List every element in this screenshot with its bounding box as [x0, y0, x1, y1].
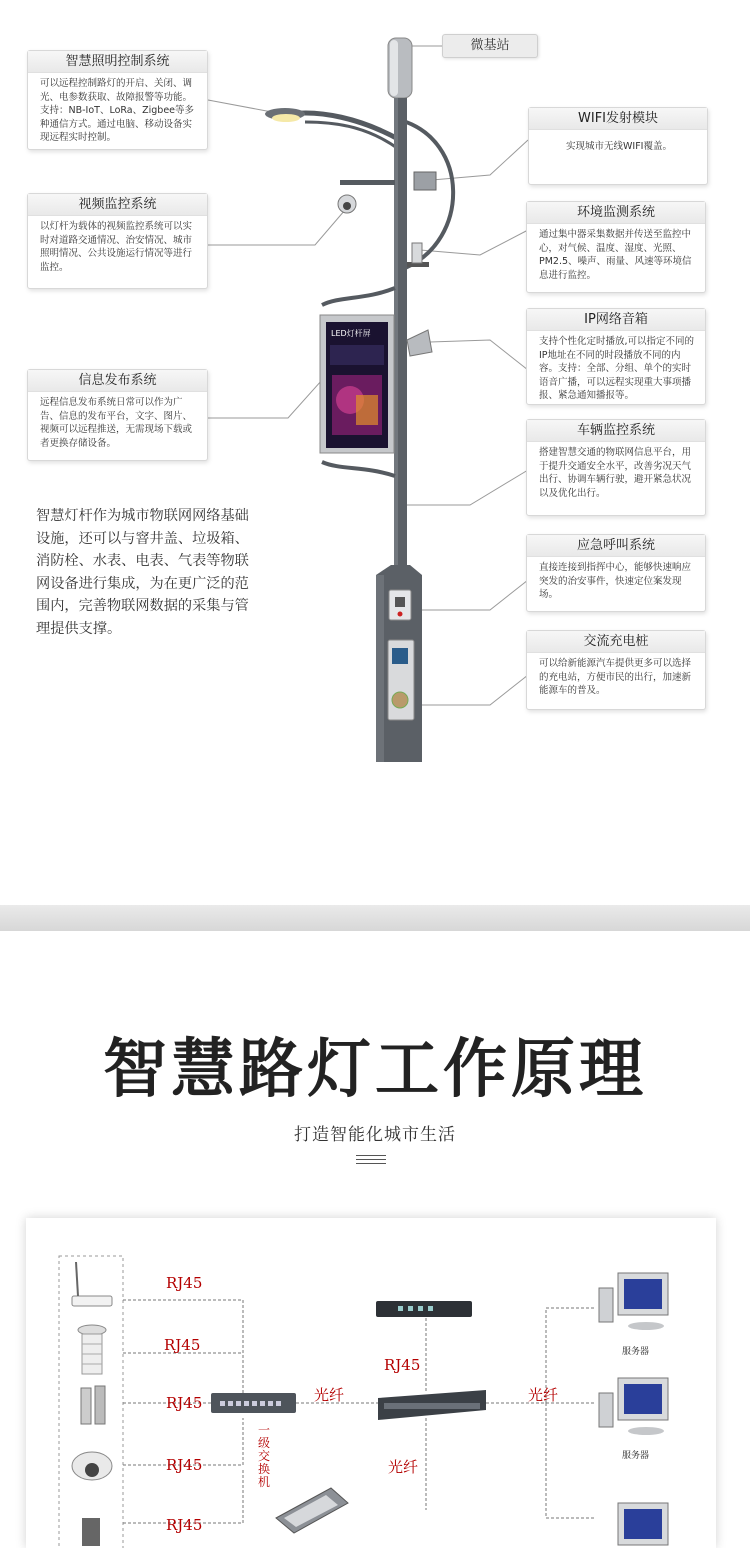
card-text: 通过集中器采集数据并传送至监控中心，对气候、温度、湿度、光照、PM2.5、噪声、雨量、风速等环境信息进行监控。 — [539, 229, 692, 281]
card-video-monitoring — [27, 193, 208, 289]
connector-lighting — [208, 100, 272, 112]
server-computer-1 — [599, 1273, 668, 1330]
rj45-label: RJ45 — [166, 1394, 203, 1412]
device-bracket — [82, 1518, 100, 1546]
card-emergency-call — [526, 534, 706, 612]
led-screen-title: LED灯杆屏 — [331, 329, 371, 338]
card-title: 交流充电桩 — [527, 631, 705, 653]
card-text: 实现城市无线WIFI覆盖。 — [566, 141, 672, 152]
server-computer-2 — [599, 1378, 668, 1435]
level1-switch-label: 一级交换机 — [258, 1423, 271, 1489]
section-divider-band — [0, 905, 750, 931]
server-label: 服务器 — [622, 1451, 650, 1461]
card-text: 直接连接到指挥中心，能够快速响应突发的治安事件，快速定位案发现场。 — [539, 562, 692, 600]
card-ip-speaker — [526, 308, 706, 405]
micro-base-station-tag: 微基站 — [442, 34, 538, 58]
section-title: 智慧路灯工作原理 — [103, 1033, 647, 1107]
connector-info — [208, 380, 322, 418]
card-text: 可以给新能源汽车提供更多可以选择的充电站，方便市民的出行，加速新能源车的普及。 — [539, 658, 692, 696]
rj45-label: RJ45 — [164, 1336, 201, 1354]
network-topology — [26, 1218, 716, 1548]
card-title: WIFI发射模块 — [529, 108, 707, 130]
card-wifi-module — [528, 107, 708, 185]
card-title: 智慧照明控制系统 — [28, 51, 207, 73]
server-computer-3 — [618, 1503, 668, 1545]
fiber-label: 光纤 — [314, 1386, 345, 1404]
decor-line — [356, 1159, 386, 1160]
card-title: 应急呼叫系统 — [527, 535, 705, 557]
wifi-module-box — [414, 172, 436, 190]
dome-camera-device — [72, 1452, 112, 1480]
environment-sensor — [412, 243, 422, 263]
fiber-label: 光纤 — [388, 1458, 419, 1476]
pole-arc-arm — [400, 120, 453, 268]
router-device — [376, 1301, 472, 1317]
level1-switch-device — [211, 1393, 296, 1413]
summary-paragraph: 智慧灯杆作为城市物联网网络基础设施，还可以与窨井盖、垃圾箱、消防栓、水表、电表、气表等物联网设备进行集成，为在更广泛的范围内，完善物联网数据的采集与管理提供支撑。 — [36, 508, 249, 637]
connector-video — [208, 210, 345, 245]
core-switch-device — [378, 1390, 486, 1420]
network-diagram-panel — [26, 1218, 716, 1548]
card-title: 视频监控系统 — [28, 194, 207, 216]
decor-line — [356, 1155, 386, 1156]
connector-emergency — [412, 580, 528, 610]
card-title: 信息发布系统 — [28, 370, 207, 392]
card-vehicle-monitoring — [526, 419, 706, 516]
card-text: 搭建智慧交通的物联网信息平台，用于提升交通安全水平，改善劣况天气出行、协调车辆行驶，避开紧急状况以及优化出行。 — [539, 447, 692, 499]
street-light-device — [276, 1488, 348, 1533]
card-text: 以灯杆为载体的视频监控系统可以实时对道路交通情况、治安情况、城市照明情况、公共设施运行情况等进行监控。 — [40, 221, 193, 273]
section-subtitle: 打造智能化城市生活 — [294, 1125, 456, 1145]
rj45-label: RJ45 — [166, 1274, 203, 1292]
card-title: IP网络音箱 — [527, 309, 705, 331]
card-info-release — [27, 369, 208, 461]
wifi-router-device — [72, 1262, 112, 1306]
rj45-label: RJ45 — [384, 1356, 421, 1374]
card-title: 环境监测系统 — [527, 202, 705, 224]
card-text: 远程信息发布系统日常可以作为广告、信息的发布平台，文字、图片、视频可以远程推送，无需现场下载或者更换存储设备。 — [40, 397, 193, 449]
connector-charging — [415, 675, 528, 705]
card-text: 支持个性化定时播放,可以指定不同的IP地址在不同的时段播放不同的内容。支持：全部、分组、单个的实时语音广播，可以远程实现重大事项播报、紧急通知播报等。 — [539, 336, 695, 401]
card-ac-charging-pile — [526, 630, 706, 710]
access-sensor-device — [81, 1386, 105, 1424]
card-title: 车辆监控系统 — [527, 420, 705, 442]
fiber-label: 光纤 — [528, 1386, 559, 1404]
card-lighting-control — [27, 50, 208, 150]
rj45-label: RJ45 — [166, 1516, 203, 1534]
ip-speaker — [407, 330, 432, 356]
server-label: 服务器 — [622, 1347, 650, 1357]
decor-line — [356, 1163, 386, 1164]
connector-ip — [430, 340, 528, 370]
card-text: 可以远程控制路灯的开启、关闭、调光、电参数获取、故障报警等功能。支持：NB-IoT、LoRa、Zigbee等多种通信方式。通过电脑、移动设备实现远程实时控制。 — [40, 78, 195, 143]
card-environment-monitoring — [526, 201, 706, 293]
rj45-label: RJ45 — [166, 1456, 203, 1474]
connector-vehicle — [405, 470, 528, 505]
weather-sensor-device — [78, 1325, 106, 1374]
